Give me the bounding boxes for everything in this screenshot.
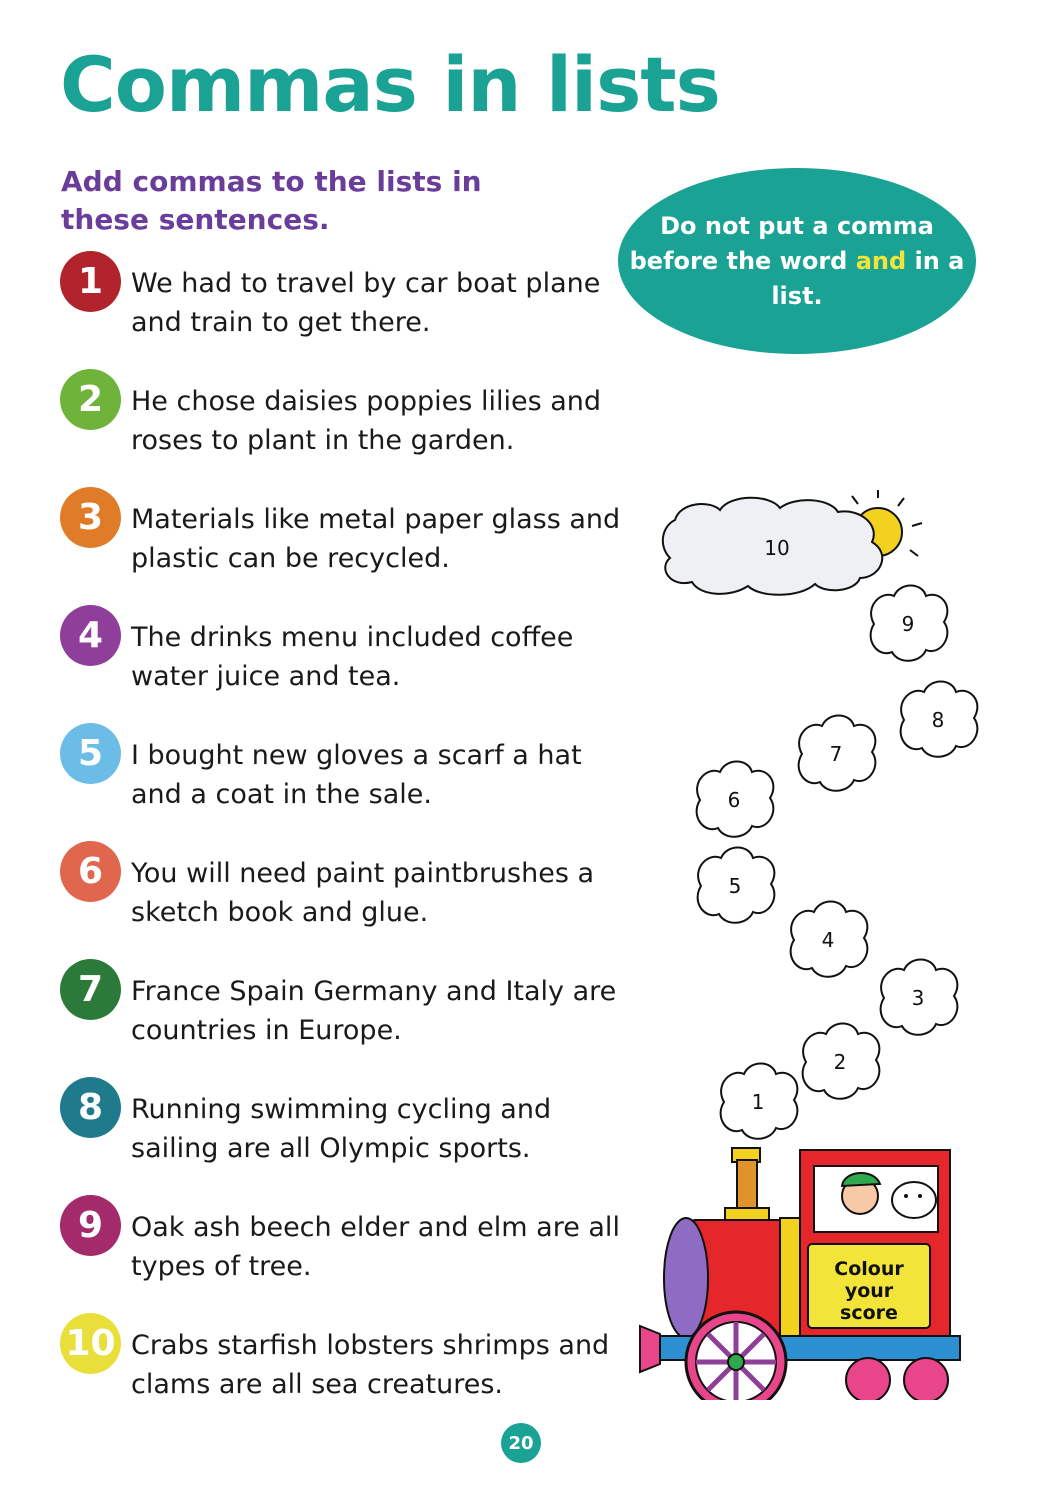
question-sentence[interactable]: Crabs starfish lobsters shrimps and clams are all sea creatures.	[131, 1330, 610, 1400]
score-cloud-label: 10	[764, 536, 790, 560]
question-number-badge: 9	[60, 1195, 121, 1256]
question-2	[60, 369, 620, 459]
question-number-badge: 3	[60, 487, 121, 548]
page-number: 20	[501, 1423, 541, 1463]
score-clouds	[697, 586, 978, 1139]
question-8	[60, 1077, 620, 1167]
score-cloud-label: 6	[727, 788, 741, 812]
score-cloud-6[interactable]	[697, 762, 774, 837]
score-cloud-label: 4	[821, 928, 835, 952]
score-cloud-4[interactable]	[791, 902, 868, 977]
question-6	[60, 841, 620, 931]
question-sentence[interactable]: Running swimming cycling and sailing are all Olympic sports.	[131, 1094, 552, 1164]
score-cloud-label: 8	[931, 708, 945, 732]
score-label-line2: your	[844, 1280, 894, 1302]
score-cloud-9[interactable]	[871, 586, 948, 661]
tip-bubble	[618, 168, 976, 354]
question-number-badge: 10	[60, 1313, 121, 1374]
question-number-badge: 1	[60, 251, 121, 312]
question-4	[60, 605, 620, 695]
question-number-badge: 5	[60, 723, 121, 784]
question-sentence[interactable]: Materials like metal paper glass and plastic can be recycled.	[131, 504, 621, 574]
question-1	[60, 251, 620, 341]
question-number-badge: 4	[60, 605, 121, 666]
score-cloud-label: 2	[833, 1050, 847, 1074]
question-sentence[interactable]: The drinks menu included coffee water juice and tea.	[131, 622, 574, 692]
question-number-badge: 8	[60, 1077, 121, 1138]
score-cloud-10[interactable]	[663, 498, 882, 595]
tip-text-before: Do not put a comma before the word	[629, 211, 934, 275]
instruction-text: Add commas to the lists in these sentences.	[61, 165, 482, 236]
score-cloud-1[interactable]	[721, 1064, 798, 1139]
train-icon	[640, 1148, 960, 1400]
question-sentence[interactable]: France Spain Germany and Italy are countries in Europe.	[131, 976, 617, 1046]
question-number-badge: 6	[60, 841, 121, 902]
score-cloud-7[interactable]	[799, 716, 876, 791]
score-cloud-3[interactable]	[881, 960, 958, 1035]
question-3	[60, 487, 620, 577]
question-sentence[interactable]: I bought new gloves a scarf a hat and a coat in the sale.	[131, 740, 582, 810]
question-7	[60, 959, 620, 1049]
question-number-badge: 7	[60, 959, 121, 1020]
score-cloud-label: 3	[911, 986, 925, 1010]
score-cloud-8[interactable]	[901, 682, 978, 757]
question-sentence[interactable]: Oak ash beech elder and elm are all types of tree.	[131, 1212, 620, 1282]
question-9	[60, 1195, 620, 1285]
page-title: Commas in lists	[60, 40, 720, 129]
score-cloud-5[interactable]	[698, 848, 775, 923]
tip-text-after: in a list.	[771, 246, 965, 310]
score-label-line3: score	[840, 1302, 898, 1324]
question-sentence[interactable]: You will need paint paintbrushes a sketch book and glue.	[131, 858, 595, 928]
question-sentence[interactable]: He chose daisies poppies lilies and roses to plant in the garden.	[131, 386, 602, 456]
question-number-badge: 2	[60, 369, 121, 430]
score-cloud-label: 5	[728, 874, 742, 898]
score-train-illustration	[630, 480, 990, 1400]
score-cloud-label: 7	[829, 742, 843, 766]
score-cloud-label: 9	[901, 612, 915, 636]
tip-highlight-word: and	[855, 246, 907, 275]
question-5	[60, 723, 620, 813]
question-sentence[interactable]: We had to travel by car boat plane and train to get there.	[131, 268, 601, 338]
score-label-line1: Colour	[834, 1258, 904, 1280]
tip-text	[618, 209, 976, 314]
question-10	[60, 1313, 620, 1403]
score-cloud-label: 1	[751, 1090, 765, 1114]
score-cloud-2[interactable]	[803, 1024, 880, 1099]
